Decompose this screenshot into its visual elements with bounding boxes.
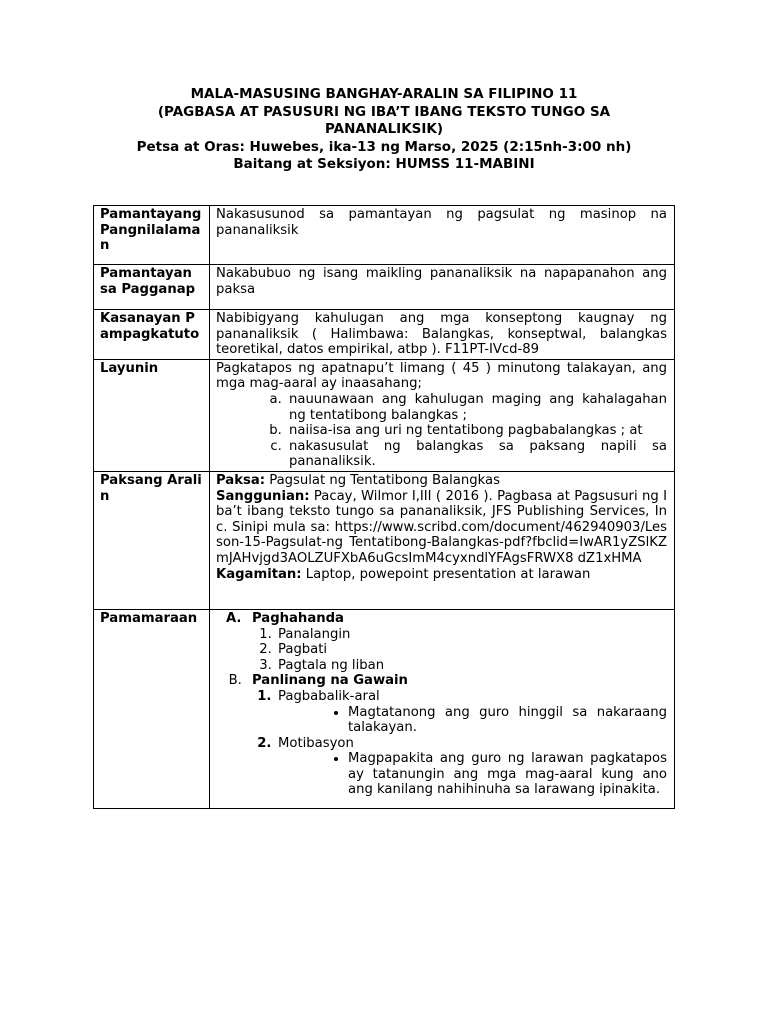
- row-label: Kasanayan Pampagkatuto: [94, 310, 210, 360]
- topic-text: Pagsulat ng Tentatibong Balangkas: [269, 472, 500, 488]
- procedure-section: [246, 611, 667, 673]
- row-label: Pamantayan sa Pagganap: [94, 265, 210, 310]
- objective-item: a. nauunawaan ang kahulugan maging ang kahalagahan ng tentatibong balangkas ;: [286, 392, 667, 423]
- row-label: Pamamaraan: [94, 609, 210, 808]
- materials-text: Laptop, powepoint presentation at larawan: [305, 566, 591, 582]
- table-row-content-standard: [94, 206, 675, 265]
- procedure-sections: [216, 611, 667, 798]
- topic-label: Paksa:: [216, 472, 266, 488]
- date-time-line: Petsa at Oras: Huwebes, ika-13 ng Marso, 2025 (2:15nh-3:00 nh): [136, 138, 632, 155]
- document-title: MALA-MASUSING BANGHAY-ARALIN SA FILIPINO 11: [190, 86, 578, 102]
- grade-section-line: Baitang at Seksiyon: HUMSS 11-MABINI: [233, 156, 535, 172]
- document-subtitle: (PAGBASA AT PASUSURI NG IBA’T IBANG TEKSTO TUNGO SA PANANALIKSIK): [157, 103, 611, 137]
- activity-title: Pagbabalik-aral: [278, 688, 380, 704]
- reference-label: Sanggunian:: [216, 488, 310, 504]
- row-value: Nakasusunod sa pamantayan ng pagsulat ng masinop na pananaliksik: [210, 206, 675, 265]
- activities-list: [252, 689, 667, 798]
- list-item: 2. Pagbati: [276, 642, 667, 658]
- row-value: [210, 609, 675, 808]
- preparation-list: [252, 627, 667, 674]
- lesson-plan-table: [93, 205, 675, 809]
- procedure-section: [246, 673, 667, 798]
- section-title: Paghahanda: [252, 610, 344, 626]
- bullet-item: • Magtatanong ang guro hinggil sa nakaraang talakayan.: [348, 705, 667, 736]
- list-item: 3. Pagtala ng liban: [276, 658, 667, 674]
- list-item: [276, 736, 667, 798]
- row-label: Layunin: [94, 359, 210, 471]
- table-row-competency: [94, 310, 675, 360]
- table-row-procedure: [94, 609, 675, 808]
- objectives-intro: Pagkatapos ng apatnapu’t limang ( 45 ) minutong talakayan, ang mga mag-aaral ay inaasahang;: [216, 360, 667, 392]
- list-item: 1. Panalangin: [276, 627, 667, 643]
- document-header: [100, 86, 668, 174]
- section-title: Panlinang na Gawain: [252, 673, 408, 689]
- activity-bullets: [278, 751, 667, 798]
- materials-line: [216, 567, 667, 583]
- bullet-item: • Magpapakita ang guro ng larawan pagkatapos ay tatanungin ang mga mag-aaral kung ano ang kanilang nahihinuha sa larawang ipinakita.: [348, 751, 667, 798]
- row-label: Paksang Aralin: [94, 471, 210, 609]
- reference-text: Pacay, Wilmor I,III ( 2016 ). Pagbasa at Pagsusuri ng Iba’t ibang teksto tungo sa pananaliksik, JFS Publishing Services, Inc. Sinipi mula sa: https://www.scribd.com/document/462940903/Lesson-15-Pagsulat-ng Tentatibong-Balangkas-pdf?fbclid=IwAR1yZSlKZmJAHvjgd3AOLZUFXbA6uGcsImM4cyxndlYFAgsFRWX8 dZ1xHMA: [216, 488, 667, 566]
- reference-line: [216, 489, 667, 567]
- row-value: Nakabubuo ng isang maikling pananaliksik na napapanahon ang paksa: [210, 265, 675, 310]
- row-label: Pamantayang Pangnilalaman: [94, 206, 210, 265]
- topic-line: [216, 473, 667, 489]
- table-row-topic: [94, 471, 675, 609]
- objective-item: b. naiisa-isa ang uri ng tentatibong pagbabalangkas ; at: [286, 423, 667, 439]
- table-row-performance-standard: [94, 265, 675, 310]
- table-row-objectives: [94, 359, 675, 471]
- activity-bullets: [278, 705, 667, 736]
- objectives-list: [216, 392, 667, 470]
- row-value: [210, 359, 675, 471]
- objective-item: c. nakasusulat ng balangkas sa paksang napili sa pananaliksik.: [286, 439, 667, 470]
- row-value: [210, 471, 675, 609]
- activity-title: Motibasyon: [278, 735, 354, 751]
- row-value: Nabibigyang kahulugan ang mga konseptong kaugnay ng pananaliksik ( Halimbawa: Balangkas, konseptwal, balangkas teoretikal, datos empirikal, atbp ). F11PT-IVcd-89: [210, 310, 675, 360]
- materials-label: Kagamitan:: [216, 566, 302, 582]
- list-item: [276, 689, 667, 736]
